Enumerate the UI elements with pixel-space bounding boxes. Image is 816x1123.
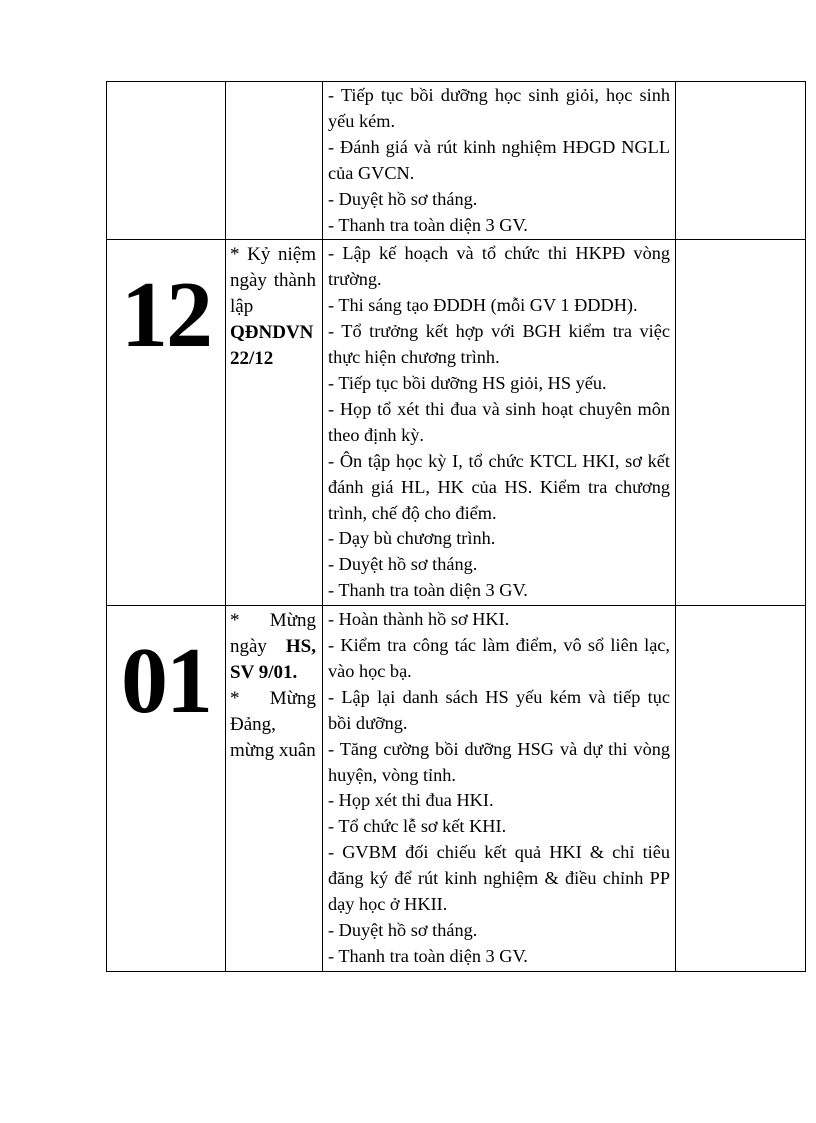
task-item: - Thanh tra toàn diện 3 GV.	[328, 214, 528, 235]
table-row	[107, 240, 806, 606]
plan-table	[106, 81, 806, 972]
month-cell: 01	[107, 606, 226, 972]
task-item: - Họp xét thi đua HKI.	[328, 790, 494, 811]
table-row	[107, 82, 806, 240]
task-item: - Thi sáng tạo ĐDDH (mỗi GV 1 ĐDDH).	[328, 295, 638, 316]
tasks-cell	[323, 82, 676, 240]
task-item: - Lập kế hoạch và tổ chức thi HKPĐ vòng trường.	[328, 243, 670, 290]
task-item: - Duyệt hồ sơ tháng.	[328, 554, 478, 575]
task-item: - Tổ trưởng kết hợp với BGH kiểm tra việc thực hiện chương trình.	[328, 321, 670, 368]
event-cell	[226, 82, 323, 240]
table-row	[107, 606, 806, 972]
task-item: - Tăng cường bồi dưỡng HSG và dự thi vòng huyện, vòng tỉnh.	[328, 738, 670, 785]
event-text-bold: HS, SV 9/01.	[230, 636, 316, 684]
task-item: - Dạy bù chương trình.	[328, 528, 496, 549]
task-item: - Thanh tra toàn diện 3 GV.	[328, 945, 528, 966]
event-cell	[226, 606, 323, 972]
task-item: - Lập lại danh sách HS yếu kém và tiếp tục bồi dưỡng.	[328, 686, 670, 733]
notes-cell	[676, 606, 806, 972]
task-item: - Duyệt hồ sơ tháng.	[328, 920, 478, 940]
task-item: - Duyệt hồ sơ tháng.	[328, 188, 478, 209]
event-text-bold: QĐNDVN 22/12	[230, 322, 314, 370]
event-text: * Mừng ngày	[230, 610, 316, 658]
task-item: - Đánh giá và rút kinh nghiệm HĐGD NGLL của GVCN.	[328, 136, 670, 183]
task-item: - Tiếp tục bồi dưỡng học sinh giỏi, học sinh yếu kém.	[328, 85, 670, 131]
event-text: * Kỷ niệm ngày thành lập	[230, 244, 316, 318]
notes-cell	[676, 82, 806, 240]
task-item: - Kiểm tra công tác làm điểm, vô sổ liên lạc, vào học bạ.	[328, 635, 670, 681]
month-cell	[107, 82, 226, 240]
month-cell: 12	[107, 240, 226, 606]
event-cell	[226, 240, 323, 606]
task-item: - Tổ chức lễ sơ kết KHI.	[328, 816, 507, 837]
task-item: - Tiếp tục bồi dưỡng HS giỏi, HS yếu.	[328, 372, 607, 393]
task-item: - Hoàn thành hồ sơ HKI.	[328, 609, 510, 630]
event-text: * Mừng Đảng, mừng xuân	[230, 688, 316, 762]
task-item: - Ôn tập học kỳ I, tổ chức KTCL HKI, sơ kết đánh giá HL, HK của HS. Kiểm tra chương trình, chế độ cho điểm.	[328, 450, 670, 523]
notes-cell	[676, 240, 806, 606]
task-item: - Thanh tra toàn diện 3 GV.	[328, 580, 528, 601]
task-item: - Họp tổ xét thi đua và sinh hoạt chuyên môn theo định kỳ.	[328, 398, 670, 445]
tasks-cell	[323, 606, 676, 972]
tasks-cell	[323, 240, 676, 606]
task-item: - GVBM đối chiếu kết quả HKI & chỉ tiêu đăng ký để rút kinh nghiệm & điều chỉnh PP dạy học ở HKII.	[328, 842, 670, 915]
